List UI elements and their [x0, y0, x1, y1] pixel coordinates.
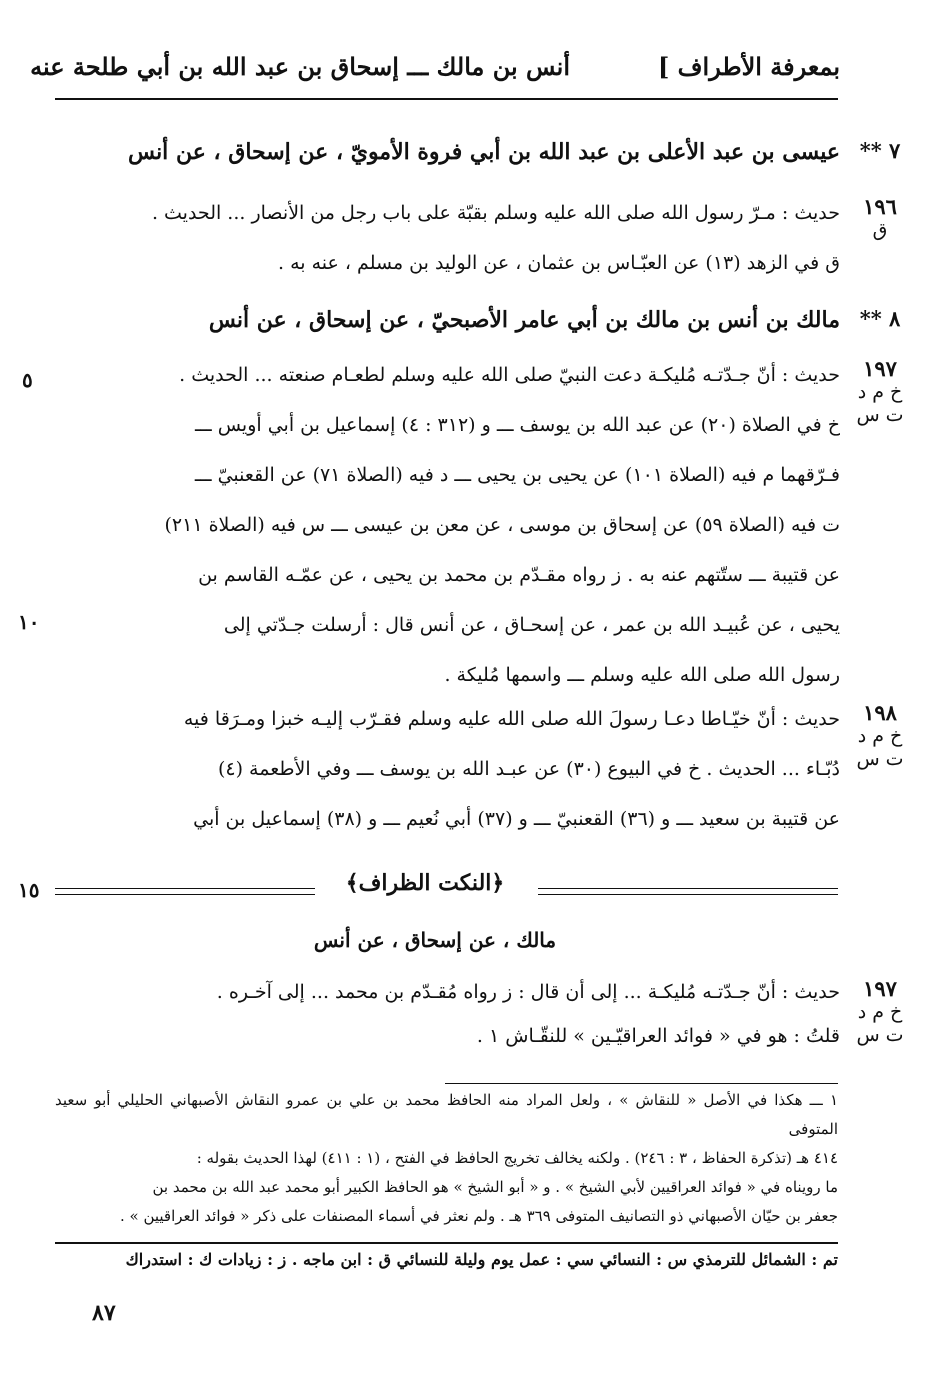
footnote-line: ٤١٤ هـ (تذكرة الحفاظ ، ٣ : ٢٤٦) . ولكنه يخالف تخريج الحافظ في الفتح ، (١ : ٤١١) لهذا الحديث بقوله :	[196, 1149, 838, 1167]
hadith-sigla: خ م د ت س	[856, 725, 904, 770]
hadith-entry	[55, 350, 904, 700]
line-number-marker: ١٠	[18, 610, 40, 634]
nukat-text	[55, 970, 840, 1058]
hadith-line: عن قتيبة بن سعيد ـــ و (٣٦) القعنبيّ ـــ و (٣٧) أبي نُعيم ـــ و (٣٨) إسماعيل بن أبي	[193, 808, 840, 830]
hadith-sigla: خ م د ت س	[856, 1001, 904, 1046]
hadith-line: ق في الزهد (١٣) عن العبّـاس بن عثمان ، عن الوليد بن مسلم ، عنه به .	[278, 252, 840, 274]
divider-rule	[538, 888, 838, 895]
hadith-number-value: ١٩٧	[863, 356, 897, 381]
footnote-rule	[445, 1083, 838, 1084]
section-title: عيسى بن عبد الأعلى بن عبد الله بن أبي فروة الأمويّ ، عن إسحاق ، عن أنس	[128, 139, 840, 165]
hadith-text	[55, 350, 840, 700]
hadith-text	[55, 694, 840, 844]
header-rule	[55, 98, 838, 100]
section-heading	[55, 298, 901, 342]
divider-label: ﴿النكت الظراف﴾	[345, 870, 505, 896]
running-subtitle: أنس بن مالك ـــ إسحاق بن عبد الله بن أبي طلحة عنه	[30, 52, 570, 81]
section-number: ٧ **	[859, 138, 901, 163]
page-number: ٨٧	[92, 1300, 116, 1326]
hadith-line: حديث : أنّ خيّـاطا دعـا رسولَ الله صلى الله عليه وسلم فقـرّب إليـه خبزا ومـرَقا فيه	[183, 708, 840, 730]
hadith-text	[55, 188, 840, 288]
footnote-line: جعفر بن حيّان الأصبهاني ذو التصانيف المتوفى ٣٦٩ هـ . ولم نعثر في أسماء المصنفات على ذكر « فوائد العراقيين » .	[119, 1207, 838, 1225]
hadith-number	[850, 976, 910, 1047]
section-number: ٨ **	[859, 306, 901, 331]
hadith-entry	[55, 694, 904, 844]
hadith-sigla: خ م د ت س	[856, 381, 904, 426]
section-heading	[55, 130, 901, 174]
section-title: مالك بن أنس بن مالك بن أبي عامر الأصبحيّ ، عن إسحاق ، عن أنس	[208, 307, 840, 333]
hadith-line: عن قتيبة ـــ ستّتهم عنه به . ز رواه مقـدّم بن محمد بن يحيى ، عن عمّـه القاسم بن	[198, 564, 840, 586]
hadith-sigla: ق	[872, 219, 888, 242]
hadith-number-value: ١٩٧	[863, 976, 897, 1001]
hadith-number-value: ١٩٨	[863, 700, 897, 725]
line-number-marker: ٥	[22, 368, 33, 392]
hadith-number	[850, 194, 910, 242]
nukat-divider	[55, 870, 838, 898]
nukat-subtitle: مالك ، عن إسحاق ، عن أنس	[313, 928, 557, 952]
nukat-line: حديث : أنّ جـدّتـه مُليكـة ... إلى أن قال : ز رواه مُقـدّم بن محمد ... إلى آخـره .	[216, 981, 840, 1003]
hadith-entry	[55, 188, 897, 288]
hadith-line: رسول الله صلى الله عليه وسلم ـــ واسمها مُليكة .	[444, 664, 840, 686]
abbreviations-key: تم : الشمائل للترمذي س : النسائي سي : عمل يوم وليلة للنسائي ق : ابن ماجه . ز : زيادات ك : استدراك	[125, 1250, 838, 1269]
running-title: بمعرفة الأطراف ]	[657, 52, 840, 81]
hadith-line: خ في الصلاة (٢٠) عن عبد الله بن يوسف ـــ و (٣١٢ : ٤) إسماعيل بن أبي أويس ـــ	[194, 414, 840, 436]
hadith-number	[850, 700, 910, 771]
hadith-number-value: ١٩٦	[863, 194, 897, 219]
hadith-line: فـرّقهما م فيه (الصلاة ١٠١) عن يحيى بن يحيى ـــ د فيه (الصلاة ٧١) عن القعنبيّ ـــ	[194, 464, 840, 486]
hadith-line: حديث : مـرّ رسول الله صلى الله عليه وسلم بقبّة على باب رجل من الأنصار ... الحديث .	[151, 202, 840, 224]
divider-rule	[55, 888, 315, 895]
hadith-number	[850, 356, 910, 427]
nukat-line: قلتُ : هو في « فوائد العراقيّـين » للنقّـاش ١ .	[476, 1025, 840, 1047]
footnote-line: ١ ـــ هكذا في الأصل « للنقاش » ، ولعل المراد منه الحافظ محمد بن علي بن عمرو النقاش الأصبهاني الحليلي أبو سعيد المتوفى	[55, 1091, 838, 1138]
line-number-marker: ١٥	[18, 878, 40, 902]
footnote-line: ما رويناه في « فوائد العراقيين لأبي الشيخ » . و « أبو الشيخ » هو الحافظ الكبير أبو محمد عبد الله بن محمد بن	[152, 1178, 838, 1196]
nukat-entry	[55, 970, 904, 1058]
footnotes	[55, 1086, 838, 1231]
hadith-line: يحيى ، عن عُبيـد الله بن عمر ، عن إسحـاق ، عن أنس قال : أرسلت جـدّتي إلى	[223, 614, 840, 636]
hadith-line: ت فيه (الصلاة ٥٩) عن إسحاق بن موسى ، عن معن بن عيسى ـــ س فيه (الصلاة ٢١١)	[164, 514, 840, 536]
abbreviations-rule	[55, 1242, 838, 1244]
hadith-line: دُبّـاء ... الحديث . خ في البيوع (٣٠) عن عبـد الله بن يوسف ـــ وفي الأطعمة (٤)	[217, 758, 840, 780]
hadith-line: حديث : أنّ جـدّتـه مُليكـة دعت النبيّ صلى الله عليه وسلم لطعـام صنعته ... الحديث .	[179, 364, 840, 386]
